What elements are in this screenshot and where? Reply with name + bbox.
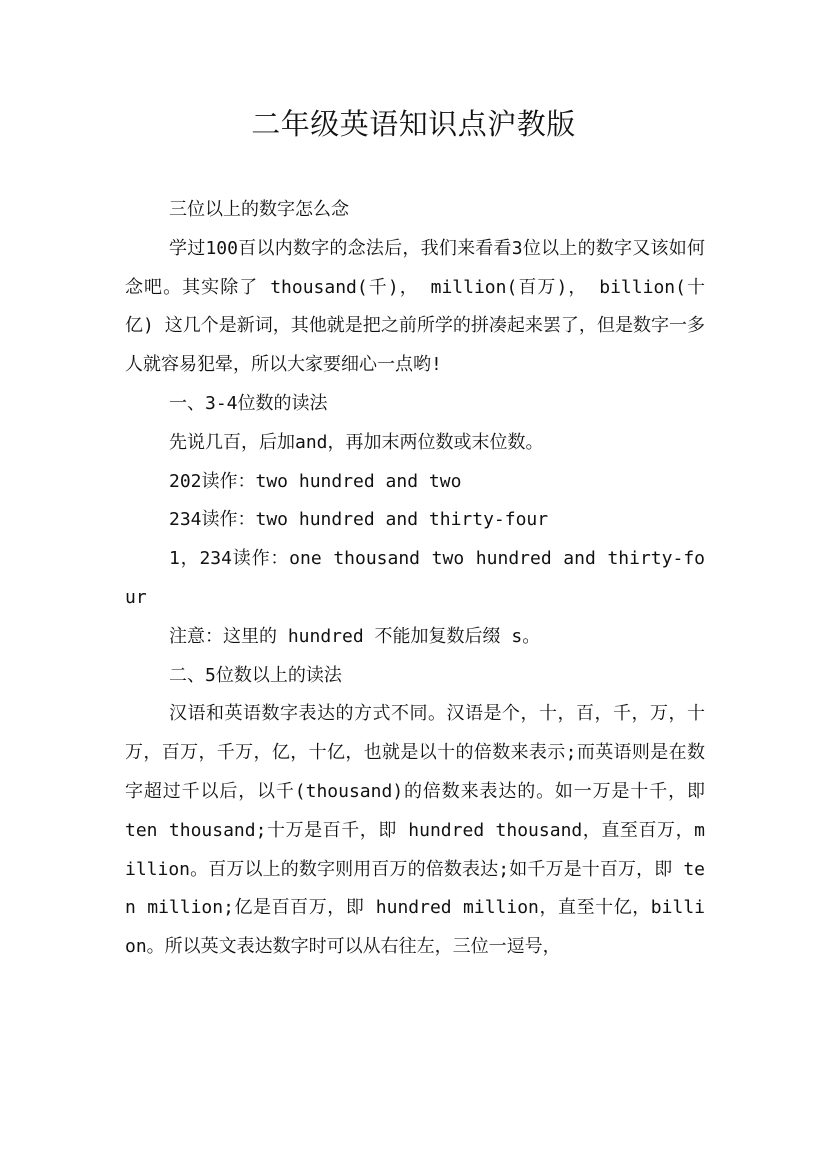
section-heading-5-plus-digits: 二、5位数以上的读法 [169,664,342,686]
example-1234: 1，234读作：one thousand two hundred and thirty-four [125,548,705,608]
example-202: 202读作：two hundred and two [169,470,462,492]
section-heading-intro: 三位以上的数字怎么念 [169,199,349,220]
paragraph-rule: 先说几百，后加and，再加末两位数或末位数。 [169,431,544,453]
note-hundred: 注意：这里的 hundred 不能加复数后缀 s。 [169,625,541,647]
paragraph-intro: 学过100百以内数字的念法后，我们来看看3位以上的数字又该如何念吧。其实除了 thousand(千)， million(百万)， billion(十亿) 这几个是新词，其他就是把之前所学的拼凑起来罢了，但是数字一多人就容易犯晕，所以大家要细心一点哟! [125,237,705,376]
document-title: 二年级英语知识点沪教版 [251,107,576,141]
example-234: 234读作：two hundred and thirty-four [169,509,549,531]
document-body [125,191,705,967]
section-heading-3-4-digits: 一、3-4位数的读法 [169,392,328,414]
paragraph-large-numbers: 汉语和英语数字表达的方式不同。汉语是个，十，百，千，万，十万，百万，千万，亿，十亿，也就是以十的倍数来表示;而英语则是在数字超过千以后，以千(thousand)的倍数来表达的。如一万是十千，即 ten thousand;十万是百千，即 hundred thousand，直至百万，million。百万以上的数字则用百万的倍数表达;如千万是十百万，即 ten million;亿是百百万，即 hundred million，直至十亿，billion。所以英文表达数字时可以从右往左，三位一逗号， [125,703,705,958]
